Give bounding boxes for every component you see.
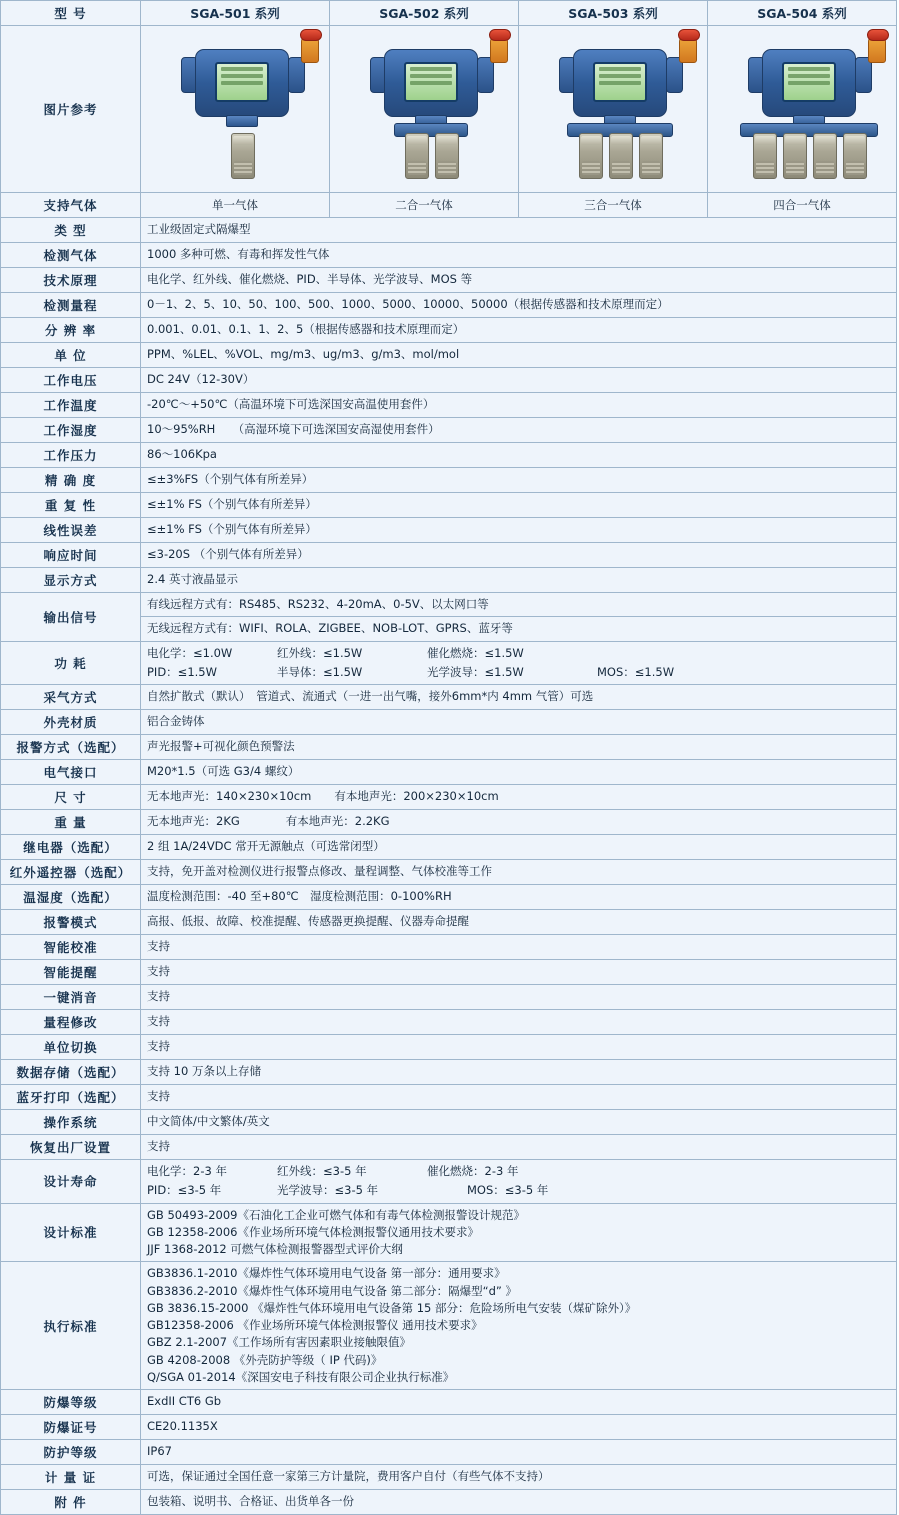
spec-label: 工作压力 bbox=[1, 443, 141, 468]
spec-label: 精 确 度 bbox=[1, 468, 141, 493]
spec-row bbox=[1, 1390, 897, 1415]
power-consumption-label: 功 耗 bbox=[1, 641, 141, 685]
alarm-light-icon bbox=[490, 35, 508, 63]
spec-label: 工作电压 bbox=[1, 368, 141, 393]
gas-sensor-probe bbox=[753, 133, 777, 179]
image-reference-row bbox=[1, 26, 897, 193]
power-infrared: 红外线：≤1.5W bbox=[277, 645, 363, 660]
spec-value: 支持 bbox=[141, 935, 897, 960]
table-header-row bbox=[1, 1, 897, 26]
spec-row bbox=[1, 1415, 897, 1440]
spec-value: 电化学、红外线、催化燃烧、PID、半导体、光学波导、MOS 等 bbox=[141, 268, 897, 293]
gas-sensor-probe bbox=[843, 133, 867, 179]
device-display bbox=[593, 62, 647, 102]
spec-row bbox=[1, 1010, 897, 1035]
output-wireless: 无线远程方式有：WIFI、ROLA、ZIGBEE、NOB-LOT、GPRS、蓝牙等 bbox=[147, 621, 513, 636]
spec-label: 外壳材质 bbox=[1, 710, 141, 735]
standard-item: GB 4208-2008 《外壳防护等级（ IP 代码)》 bbox=[147, 1352, 383, 1367]
device-display bbox=[782, 62, 836, 102]
spec-value: 温度检测范围：-40 至+80℃ 湿度检测范围：0-100%RH bbox=[141, 885, 897, 910]
exec-standard-label: 执行标准 bbox=[1, 1262, 141, 1390]
spec-row bbox=[1, 268, 897, 293]
spec-label: 显示方式 bbox=[1, 568, 141, 593]
spec-value: 支持 10 万条以上存储 bbox=[141, 1060, 897, 1085]
spec-value: 支持 bbox=[141, 1085, 897, 1110]
spec-value: M20*1.5（可选 G3/4 螺纹） bbox=[141, 760, 897, 785]
image-reference-label: 图片参考 bbox=[1, 26, 141, 193]
alarm-light-icon bbox=[679, 35, 697, 63]
spec-label: 电气接口 bbox=[1, 760, 141, 785]
alarm-light-icon bbox=[301, 35, 319, 63]
spec-label: 智能校准 bbox=[1, 935, 141, 960]
spec-label: 温湿度（选配） bbox=[1, 885, 141, 910]
power-semiconductor: 半导体：≤1.5W bbox=[277, 664, 363, 679]
design-standard-row bbox=[1, 1203, 897, 1262]
spec-row bbox=[1, 1085, 897, 1110]
header-model-3: SGA-503 系列 bbox=[519, 1, 708, 26]
spec-row bbox=[1, 860, 897, 885]
power-electrochem: 电化学：≤1.0W bbox=[147, 645, 233, 660]
spec-value: 可选，保证通过全国任意一家第三方计量院，费用客户自付（有些气体不支持） bbox=[141, 1465, 897, 1490]
spec-value: 0－1、2、5、10、50、100、500、1000、5000、10000、50000（根据传感器和技术原理而定） bbox=[141, 293, 897, 318]
spec-value: 2.4 英寸液晶显示 bbox=[141, 568, 897, 593]
spec-row bbox=[1, 1035, 897, 1060]
power-optical: 光学波导：≤1.5W bbox=[427, 664, 524, 679]
spec-label: 防爆证号 bbox=[1, 1415, 141, 1440]
life-mos: MOS：≤3-5 年 bbox=[467, 1183, 549, 1198]
spec-row bbox=[1, 1060, 897, 1085]
output-wired: 有线远程方式有：RS485、RS232、4-20mA、0-5V、以太网口等 bbox=[147, 597, 489, 611]
supported-gas-1: 单一气体 bbox=[141, 193, 330, 218]
spec-label: 工作湿度 bbox=[1, 418, 141, 443]
spec-value: 86～106Kpa bbox=[141, 443, 897, 468]
header-model-2: SGA-502 系列 bbox=[330, 1, 519, 26]
spec-row bbox=[1, 960, 897, 985]
spec-row bbox=[1, 568, 897, 593]
spec-row bbox=[1, 785, 897, 810]
spec-label: 类 型 bbox=[1, 218, 141, 243]
spec-row bbox=[1, 910, 897, 935]
spec-value: 自然扩散式（默认） 管道式、流通式（一进一出气嘴，接外6mm*内 4mm 气管）可选 bbox=[141, 685, 897, 710]
spec-label: 蓝牙打印（选配） bbox=[1, 1085, 141, 1110]
spec-label: 检测气体 bbox=[1, 243, 141, 268]
spec-value: -20℃～+50℃（高温环境下可选深国安高温使用套件） bbox=[141, 393, 897, 418]
spec-value: 10～95%RH （高湿环境下可选深国安高湿使用套件） bbox=[141, 418, 897, 443]
spec-value: 包装箱、说明书、合格证、出货单各一份 bbox=[141, 1490, 897, 1515]
power-pid: PID：≤1.5W bbox=[147, 664, 217, 679]
spec-label: 工作温度 bbox=[1, 393, 141, 418]
spec-value: 1000 多种可燃、有毒和挥发性气体 bbox=[141, 243, 897, 268]
standard-item: Q/SGA 01-2014《深国安电子科技有限公司企业执行标准》 bbox=[147, 1369, 455, 1384]
supported-gas-2: 二合一气体 bbox=[330, 193, 519, 218]
header-model-1: SGA-501 系列 bbox=[141, 1, 330, 26]
spec-row bbox=[1, 835, 897, 860]
spec-row bbox=[1, 985, 897, 1010]
spec-row bbox=[1, 468, 897, 493]
spec-row bbox=[1, 1110, 897, 1135]
design-lifetime-value bbox=[141, 1160, 897, 1204]
header-model-label: 型 号 bbox=[1, 1, 141, 26]
spec-value: 支持 bbox=[141, 960, 897, 985]
spec-row bbox=[1, 710, 897, 735]
spec-label: 继电器（选配） bbox=[1, 835, 141, 860]
spec-row bbox=[1, 735, 897, 760]
device-body bbox=[762, 49, 856, 117]
life-catalytic: 催化燃烧：2-3 年 bbox=[427, 1164, 519, 1178]
spec-row bbox=[1, 443, 897, 468]
spec-label: 智能提醒 bbox=[1, 960, 141, 985]
spec-row bbox=[1, 1135, 897, 1160]
spec-label: 报警模式 bbox=[1, 910, 141, 935]
design-standard-value bbox=[141, 1203, 897, 1262]
spec-label: 重 量 bbox=[1, 810, 141, 835]
standard-item: GB 50493-2009《石油化工企业可燃气体和有毒气体检测报警设计规范》 bbox=[147, 1207, 525, 1222]
spec-label: 采气方式 bbox=[1, 685, 141, 710]
spec-value: ExdII CT6 Gb bbox=[141, 1390, 897, 1415]
design-lifetime-label: 设计寿命 bbox=[1, 1160, 141, 1204]
life-optical: 光学波导：≤3-5 年 bbox=[277, 1183, 379, 1198]
spec-value: IP67 bbox=[141, 1440, 897, 1465]
device-image-3 bbox=[519, 26, 708, 193]
standard-item: GB3836.2-2010《爆炸性气体环境用电气设备 第二部分：隔爆型“d” 》 bbox=[147, 1283, 517, 1298]
spec-label: 检测量程 bbox=[1, 293, 141, 318]
spec-label: 尺 寸 bbox=[1, 785, 141, 810]
power-consumption-row bbox=[1, 641, 897, 685]
spec-row bbox=[1, 810, 897, 835]
gas-sensor-probe bbox=[405, 133, 429, 179]
spec-value: DC 24V（12-30V） bbox=[141, 368, 897, 393]
spec-row bbox=[1, 685, 897, 710]
device-display bbox=[215, 62, 269, 102]
spec-label: 分 辨 率 bbox=[1, 318, 141, 343]
spec-label: 一键消音 bbox=[1, 985, 141, 1010]
exec-standard-value bbox=[141, 1262, 897, 1390]
spec-value: 工业级固定式隔爆型 bbox=[141, 218, 897, 243]
spec-value: 支持 bbox=[141, 1135, 897, 1160]
spec-label: 防护等级 bbox=[1, 1440, 141, 1465]
alarm-light-icon bbox=[868, 35, 886, 63]
device-neck bbox=[226, 115, 258, 127]
spec-label: 操作系统 bbox=[1, 1110, 141, 1135]
spec-row bbox=[1, 885, 897, 910]
spec-label: 数据存储（选配） bbox=[1, 1060, 141, 1085]
spec-value: ≤±1% FS（个别气体有所差异） bbox=[141, 518, 897, 543]
spec-label: 计 量 证 bbox=[1, 1465, 141, 1490]
spec-label: 红外遥控器（选配） bbox=[1, 860, 141, 885]
spec-label: 技术原理 bbox=[1, 268, 141, 293]
device-body bbox=[384, 49, 478, 117]
power-consumption-value bbox=[141, 641, 897, 685]
spec-value: 支持，免开盖对检测仪进行报警点修改、量程调整、气体校准等工作 bbox=[141, 860, 897, 885]
spec-value: ≤±1% FS（个别气体有所差异） bbox=[141, 493, 897, 518]
gas-sensor-probe bbox=[435, 133, 459, 179]
spec-row bbox=[1, 493, 897, 518]
standard-item: GB12358-2006 《作业场所环境气体检测报警仪 通用技术要求》 bbox=[147, 1318, 483, 1332]
spec-row bbox=[1, 368, 897, 393]
spec-label: 重 复 性 bbox=[1, 493, 141, 518]
device-image-4 bbox=[708, 26, 897, 193]
spec-value: CE20.1135X bbox=[141, 1415, 897, 1440]
device-body bbox=[195, 49, 289, 117]
gas-sensor-probe bbox=[579, 133, 603, 179]
device-display bbox=[404, 62, 458, 102]
spec-value: 2 组 1A/24VDC 常开无源触点（可选常闭型） bbox=[141, 835, 897, 860]
spec-row bbox=[1, 543, 897, 568]
spec-row bbox=[1, 518, 897, 543]
spec-label: 响应时间 bbox=[1, 543, 141, 568]
standard-item: GB 3836.15-2000 《爆炸性气体环境用电气设备第 15 部分：危险场所电气安装（煤矿除外）》 bbox=[147, 1300, 637, 1315]
standard-item: JJF 1368-2012 可燃气体检测报警器型式评价大纲 bbox=[147, 1242, 403, 1256]
spec-value: 无本地声光：2KG 有本地声光：2.2KG bbox=[141, 810, 897, 835]
spec-label: 单 位 bbox=[1, 343, 141, 368]
spec-value: PPM、%LEL、%VOL、mg/m3、ug/m3、g/m3、mol/mol bbox=[141, 343, 897, 368]
spec-row bbox=[1, 418, 897, 443]
spec-value: 声光报警+可视化颜色预警法 bbox=[141, 735, 897, 760]
spec-value: 支持 bbox=[141, 1010, 897, 1035]
spec-row bbox=[1, 1490, 897, 1515]
spec-row bbox=[1, 760, 897, 785]
spec-value: ≤3-20S （个别气体有所差异） bbox=[141, 543, 897, 568]
device-image-1 bbox=[141, 26, 330, 193]
output-signal-label: 输出信号 bbox=[1, 593, 141, 642]
supported-gas-label: 支持气体 bbox=[1, 193, 141, 218]
gas-sensor-probe bbox=[609, 133, 633, 179]
standard-item: GB3836.1-2010《爆炸性气体环境用电气设备 第一部分：通用要求》 bbox=[147, 1266, 506, 1281]
design-lifetime-row bbox=[1, 1160, 897, 1204]
spec-value: 0.001、0.01、0.1、1、2、5（根据传感器和技术原理而定） bbox=[141, 318, 897, 343]
spec-label: 防爆等级 bbox=[1, 1390, 141, 1415]
spec-row bbox=[1, 318, 897, 343]
supported-gas-3: 三合一气体 bbox=[519, 193, 708, 218]
spec-value: 支持 bbox=[141, 985, 897, 1010]
standard-item: GB 12358-2006《作业场所环境气体检测报警仪通用技术要求》 bbox=[147, 1224, 479, 1239]
life-pid: PID：≤3-5 年 bbox=[147, 1183, 222, 1198]
gas-sensor-probe bbox=[783, 133, 807, 179]
spec-label: 量程修改 bbox=[1, 1010, 141, 1035]
spec-label: 单位切换 bbox=[1, 1035, 141, 1060]
spec-value: 高报、低报、故障、校准提醒、传感器更换提醒、仪器寿命提醒 bbox=[141, 910, 897, 935]
spec-row bbox=[1, 293, 897, 318]
spec-row bbox=[1, 1465, 897, 1490]
exec-standard-row bbox=[1, 1262, 897, 1390]
output-signal-row bbox=[1, 593, 897, 642]
device-body bbox=[573, 49, 667, 117]
spec-label: 附 件 bbox=[1, 1490, 141, 1515]
output-signal-value bbox=[141, 593, 897, 642]
spec-label: 报警方式（选配） bbox=[1, 735, 141, 760]
power-catalytic: 催化燃烧：≤1.5W bbox=[427, 645, 524, 660]
supported-gas-row bbox=[1, 193, 897, 218]
design-standard-label: 设计标准 bbox=[1, 1203, 141, 1262]
standard-item: GBZ 2.1-2007《工作场所有害因素职业接触限值》 bbox=[147, 1335, 412, 1350]
power-mos: MOS：≤1.5W bbox=[597, 664, 675, 679]
spec-value: 无本地声光：140×230×10cm 有本地声光：200×230×10cm bbox=[141, 785, 897, 810]
spec-value: 支持 bbox=[141, 1035, 897, 1060]
spec-label: 线性误差 bbox=[1, 518, 141, 543]
spec-value: ≤±3%FS（个别气体有所差异） bbox=[141, 468, 897, 493]
life-infrared: 红外线：≤3-5 年 bbox=[277, 1164, 367, 1178]
spec-label: 恢复出厂设置 bbox=[1, 1135, 141, 1160]
gas-sensor-probe bbox=[813, 133, 837, 179]
gas-sensor-probe bbox=[639, 133, 663, 179]
spec-row bbox=[1, 393, 897, 418]
spec-row bbox=[1, 343, 897, 368]
life-electrochem: 电化学：2-3 年 bbox=[147, 1164, 227, 1178]
gas-sensor-probe bbox=[231, 133, 255, 179]
spec-value: 中文简体/中文繁体/英文 bbox=[141, 1110, 897, 1135]
spec-row bbox=[1, 935, 897, 960]
device-image-2 bbox=[330, 26, 519, 193]
supported-gas-4: 四合一气体 bbox=[708, 193, 897, 218]
spec-row bbox=[1, 1440, 897, 1465]
spec-row bbox=[1, 243, 897, 268]
spec-row bbox=[1, 218, 897, 243]
spec-value: 铝合金铸体 bbox=[141, 710, 897, 735]
header-model-4: SGA-504 系列 bbox=[708, 1, 897, 26]
